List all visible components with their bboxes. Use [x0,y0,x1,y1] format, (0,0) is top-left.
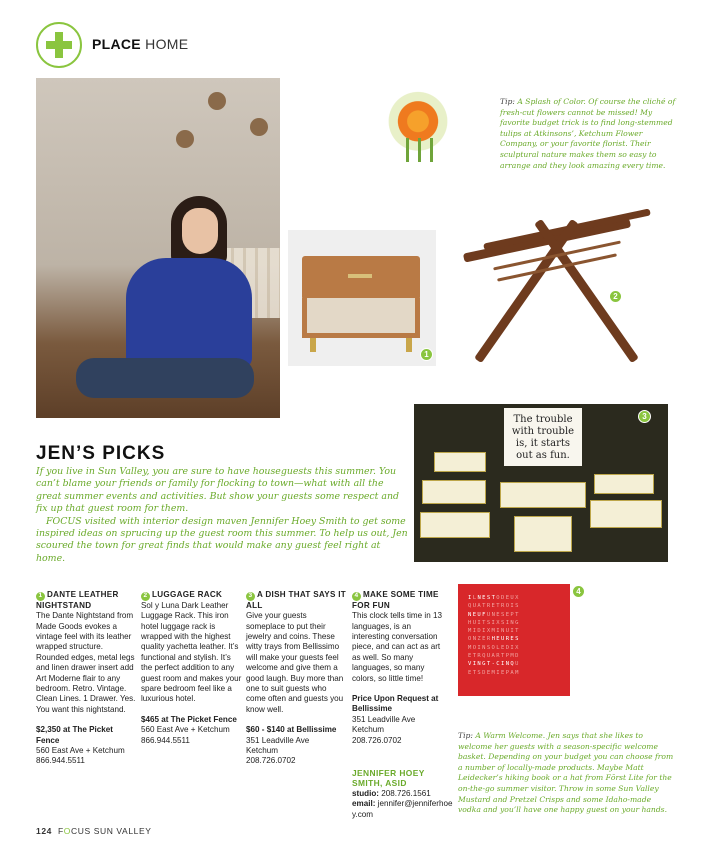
item-phone: 208.726.0702 [352,735,402,745]
intro-text [36,466,408,565]
footer-rest: CUS SUN VALLEY [71,826,152,836]
item-title [246,590,348,611]
item-column-clock [352,590,448,746]
designer-contact [352,768,456,820]
item-body: This clock tells time in 13 languages, is an interesting conversation piece, and can act as art as well. So many languages, so many colors, so little time! [352,611,442,683]
clock-word: NEUF [468,611,487,618]
luggage-rack-photo [452,196,658,384]
section-header [92,36,188,52]
item-number: 3 [246,592,255,601]
item-column-nightstand [36,590,138,767]
clock-word: R [486,636,492,643]
item-body: Sol y Luna Dark Leather Luggage Rack. This iron hotel luggage rack is wrapped with the highest quality yachetta leather. It’s functional and stylish. It’s the perfect addition to any guest room and makes your spare bedroom feel like a luxurious hotel. [141,600,242,704]
item-price: Price Upon Request at Bellissime [352,693,439,714]
item-title-text: DANTE LEATHER NIGHTSTAND [36,590,119,610]
clock-word: - [491,661,497,668]
tip-splash-of-color [500,97,676,171]
page-title: JEN’S PICKS [36,443,166,464]
page-number: 124 [36,826,52,836]
jen-portrait-photo [36,78,280,418]
tip-label: Tip: [458,731,473,740]
tray-sign-line-3: is, it starts [515,438,571,449]
item-title-text: A DISH THAT SAYS IT ALL [246,590,347,610]
item-city: Ketchum [246,745,278,755]
word-clock-photo [458,584,570,696]
item-phone: 866.944.5511 [36,756,85,766]
email-label: email: [352,799,376,809]
clock-row: ETRQUARTPMD [468,653,520,660]
item-price: $465 at The Picket Fence [141,714,237,724]
clock-row: MOINSOLEDIX [468,644,520,651]
item-badge-2: 2 [609,290,622,303]
trays-photo [414,404,668,562]
clock-word: U [515,661,520,668]
tip-text: A Warm Welcome. Jen says that she likes to welcome her guests with a season-specific welcome basket. Depending on your budget you can choose from a number of locally-made products. Maybe Matt Leidecker’s hiking book or a hat from Fōrst Lite for the on-the-go summer visitor. Throw in some Sun Valley Mustard and Pretzel Crisps and some Idaho-made vodka and you’ll have one happy guest on your hands. [458,731,674,815]
item-price: $60 - $140 at Bellissime [246,725,337,735]
item-number: 4 [352,592,361,601]
item-number: 2 [141,592,150,601]
item-title [36,590,138,611]
footer-o: O [63,826,71,836]
item-number: 1 [36,592,45,601]
section-plus-icon [36,22,82,68]
item-address: 560 East Ave + Ketchum [141,725,230,735]
item-title-text: MAKE SOME TIME FOR FUN [352,590,439,610]
nightstand-photo [288,230,436,366]
item-price: $2,350 at The Picket Fence [36,725,113,745]
tray-sign-line-1: The trouble [513,414,573,425]
intro-paragraph-2: FOCUS visited with interior design maven Jennifer Hoey Smith to get some inspired ideas on sprucing up the guest room this summer. To help us out, Jen scoured the town for great finds that would make any guest feel right at home. [36,515,408,564]
item-address: 351 Leadville Ave [246,735,310,745]
designer-name: JENNIFER HOEY SMITH, ASID [352,768,425,789]
tip-warm-welcome [458,731,674,816]
clock-word: I [468,595,473,601]
item-column-dish [246,590,348,767]
item-title [141,590,243,601]
section-label: PLACE [92,36,141,52]
item-title [352,590,448,611]
item-body: Give your guests someplace to put their jewelry and coins. These witty trays from Bellissimo will make your guests feel welcome and give them a good laugh. Buy more than one to suit guests who come often and guests you know well. [246,611,344,714]
item-badge-1: 1 [420,348,433,361]
clock-word: L [472,595,478,601]
clock-word: ONZE [468,636,487,643]
tulips-photo [366,88,470,162]
designer-email: jennifer@jenniferhoey.com [352,799,453,819]
studio-phone: 208.726.1561 [381,788,431,798]
clock-word: ODEUX [496,595,520,601]
tray-sign-line-4: out as fun. [516,450,570,461]
clock-word: VINGT [468,661,492,668]
item-city: Ketchum [352,725,384,735]
tray-sign [504,408,582,466]
clock-row: QUATRETROIS [468,603,520,610]
tip-label: Tip: [500,97,515,106]
item-badge-4: 4 [572,585,585,598]
item-badge-3: 3 [638,410,651,423]
clock-word: UNESEPT [486,611,520,618]
clock-word: HEURES [491,636,520,643]
subsection-label: HOME [145,36,189,52]
intro-paragraph-1: If you live in Sun Valley, you are sure to have houseguests this summer. You can’t blame your friends or family for flocking to town—what with all the great summer events and activities. But show your guests some respect and fix up that guest room for them. [36,466,400,515]
page-footer [36,826,152,836]
item-column-luggage-rack [141,590,243,746]
clock-word: CINQ [496,661,516,668]
footer-f: F [57,826,64,836]
clock-word: NEST [477,595,497,601]
clock-row: HUITSIXSING [468,619,520,626]
tip-text: A Splash of Color. Of course the cliché of fresh-cut flowers cannot be missed! My favorite budget trick is to find long-stemmed tulips at Atkinsons’, Ketchum Flower Company, or your favorite florist. Their sculptural nature makes them so easy to arrange and they look amazing every time. [500,97,676,170]
clock-row: MIDIXMINUIT [468,628,520,635]
item-address: 560 East Ave + Ketchum [36,745,125,755]
tray-sign-line-2: with trouble [511,426,575,437]
item-title-text: LUGGAGE RACK [152,590,223,599]
clock-row: ETSDEMIEPAM [468,669,520,676]
item-body: The Dante Nightstand from Made Goods evokes a vintage feel with its leather wrapped structure. Rounded edges, metal legs and linen drawer insert add Art Moderne flair to any bedroom. Retro. Vintage. Clean Lines. 1 Drawer. Yes. You want this nightstand. [36,611,136,714]
studio-label: studio: [352,788,379,798]
item-phone: 866.944.5511 [141,735,190,745]
item-phone: 208.726.0702 [246,756,296,766]
item-address: 351 Leadville Ave [352,714,416,724]
